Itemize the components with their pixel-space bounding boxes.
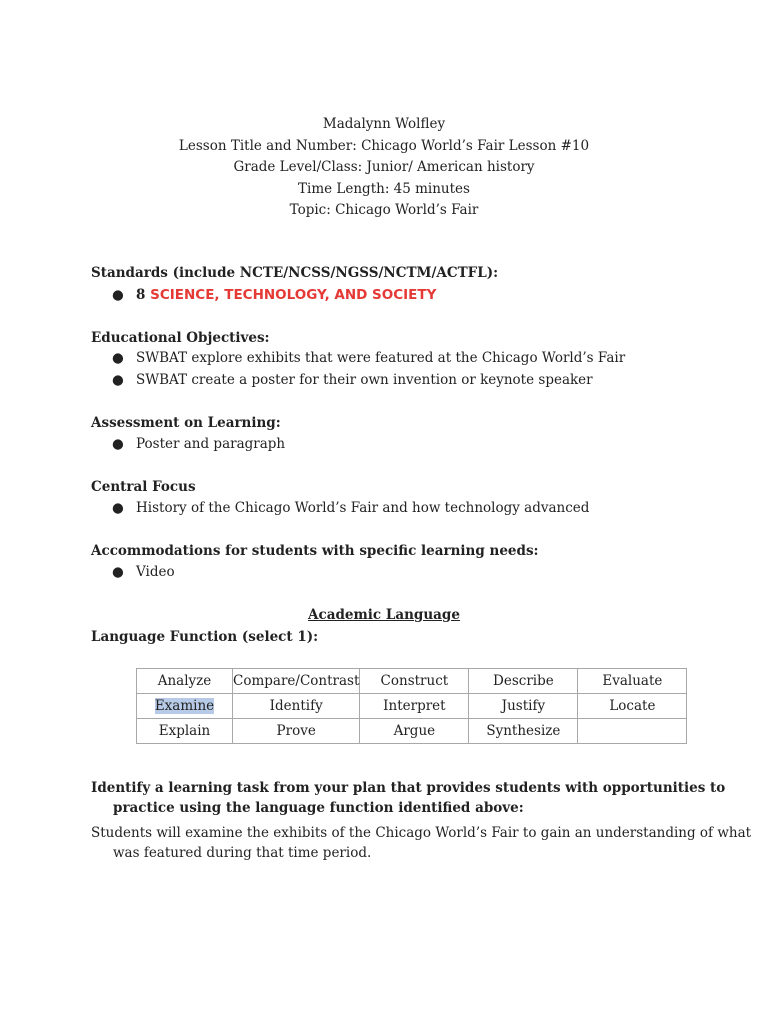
- prompt-line: practice using the language function identified above:: [113, 799, 524, 816]
- bullet-icon: ●: [112, 436, 124, 452]
- objective-item: [112, 372, 593, 388]
- table-cell[interactable]: Synthesize: [469, 719, 578, 744]
- objective-item: [112, 350, 625, 366]
- table-cell[interactable]: Prove: [233, 719, 360, 744]
- assessment-text: Poster and paragraph: [136, 436, 286, 452]
- learning-task-answer: [91, 824, 752, 863]
- table-cell[interactable]: Explain: [137, 719, 233, 744]
- learning-task-prompt: [91, 779, 726, 818]
- assessment-item: [112, 436, 285, 452]
- accommodations-heading: Accommodations for students with specific learning needs:: [91, 543, 539, 559]
- table-cell[interactable]: Compare/Contrast: [233, 669, 360, 694]
- standards-heading: Standards (include NCTE/NCSS/NGSS/NCTM/ACTFL):: [91, 265, 499, 281]
- table-cell[interactable]: Interpret: [360, 694, 469, 719]
- prompt-line: Identify a learning task from your plan that provides students with opportunities to: [91, 780, 726, 796]
- table-cell[interactable]: Construct: [360, 669, 469, 694]
- table-cell[interactable]: Locate: [578, 694, 687, 719]
- table-cell[interactable]: Argue: [360, 719, 469, 744]
- topic: Topic: Chicago World’s Fair: [289, 202, 479, 218]
- bullet-icon: ●: [112, 500, 124, 516]
- time-length: Time Length: 45 minutes: [298, 180, 470, 197]
- accommodation-item: [112, 564, 175, 580]
- grade-level: Grade Level/Class: Junior/ American history: [233, 159, 535, 175]
- table-cell[interactable]: Justify: [469, 694, 578, 719]
- objectives-heading: Educational Objectives:: [91, 330, 270, 346]
- central-focus-item: [112, 500, 589, 516]
- author-name: Madalynn Wolfley: [322, 116, 446, 132]
- document-header: [0, 114, 768, 222]
- table-cell-selected[interactable]: [137, 694, 233, 719]
- table-cell[interactable]: Identify: [233, 694, 360, 719]
- academic-language-heading: Academic Language: [308, 607, 460, 623]
- lesson-title: Lesson Title and Number: Chicago World’s Fair Lesson #10: [178, 137, 590, 154]
- standard-item: [112, 287, 436, 303]
- central-focus-text: History of the Chicago World’s Fair and how technology advanced: [136, 500, 590, 516]
- table-cell[interactable]: [578, 719, 687, 744]
- selected-word-highlight: Examine: [154, 698, 215, 714]
- bullet-icon: ●: [112, 350, 124, 366]
- language-function-label: Language Function (select 1):: [91, 629, 319, 645]
- table-cell[interactable]: Analyze: [137, 669, 233, 694]
- accommodation-text: Video: [136, 564, 175, 580]
- standard-number: 8: [136, 287, 146, 303]
- answer-line: Students will examine the exhibits of the Chicago World’s Fair to gain an understanding of what: [91, 825, 752, 841]
- bullet-icon: ●: [112, 287, 124, 303]
- bullet-icon: ●: [112, 564, 124, 580]
- table-cell[interactable]: Evaluate: [578, 669, 687, 694]
- table-row: [137, 694, 687, 719]
- objective-text: SWBAT explore exhibits that were featured at the Chicago World’s Fair: [136, 350, 626, 366]
- language-function-table: [136, 668, 687, 744]
- bullet-icon: ●: [112, 372, 124, 388]
- assessment-heading: Assessment on Learning:: [91, 415, 281, 431]
- standard-text: SCIENCE, TECHNOLOGY, AND SOCIETY: [150, 287, 437, 303]
- table-row: [137, 669, 687, 694]
- table-cell[interactable]: Describe: [469, 669, 578, 694]
- answer-line: was featured during that time period.: [113, 844, 372, 861]
- table-row: [137, 719, 687, 744]
- objective-text: SWBAT create a poster for their own invention or keynote speaker: [136, 372, 593, 388]
- central-focus-heading: Central Focus: [91, 479, 196, 495]
